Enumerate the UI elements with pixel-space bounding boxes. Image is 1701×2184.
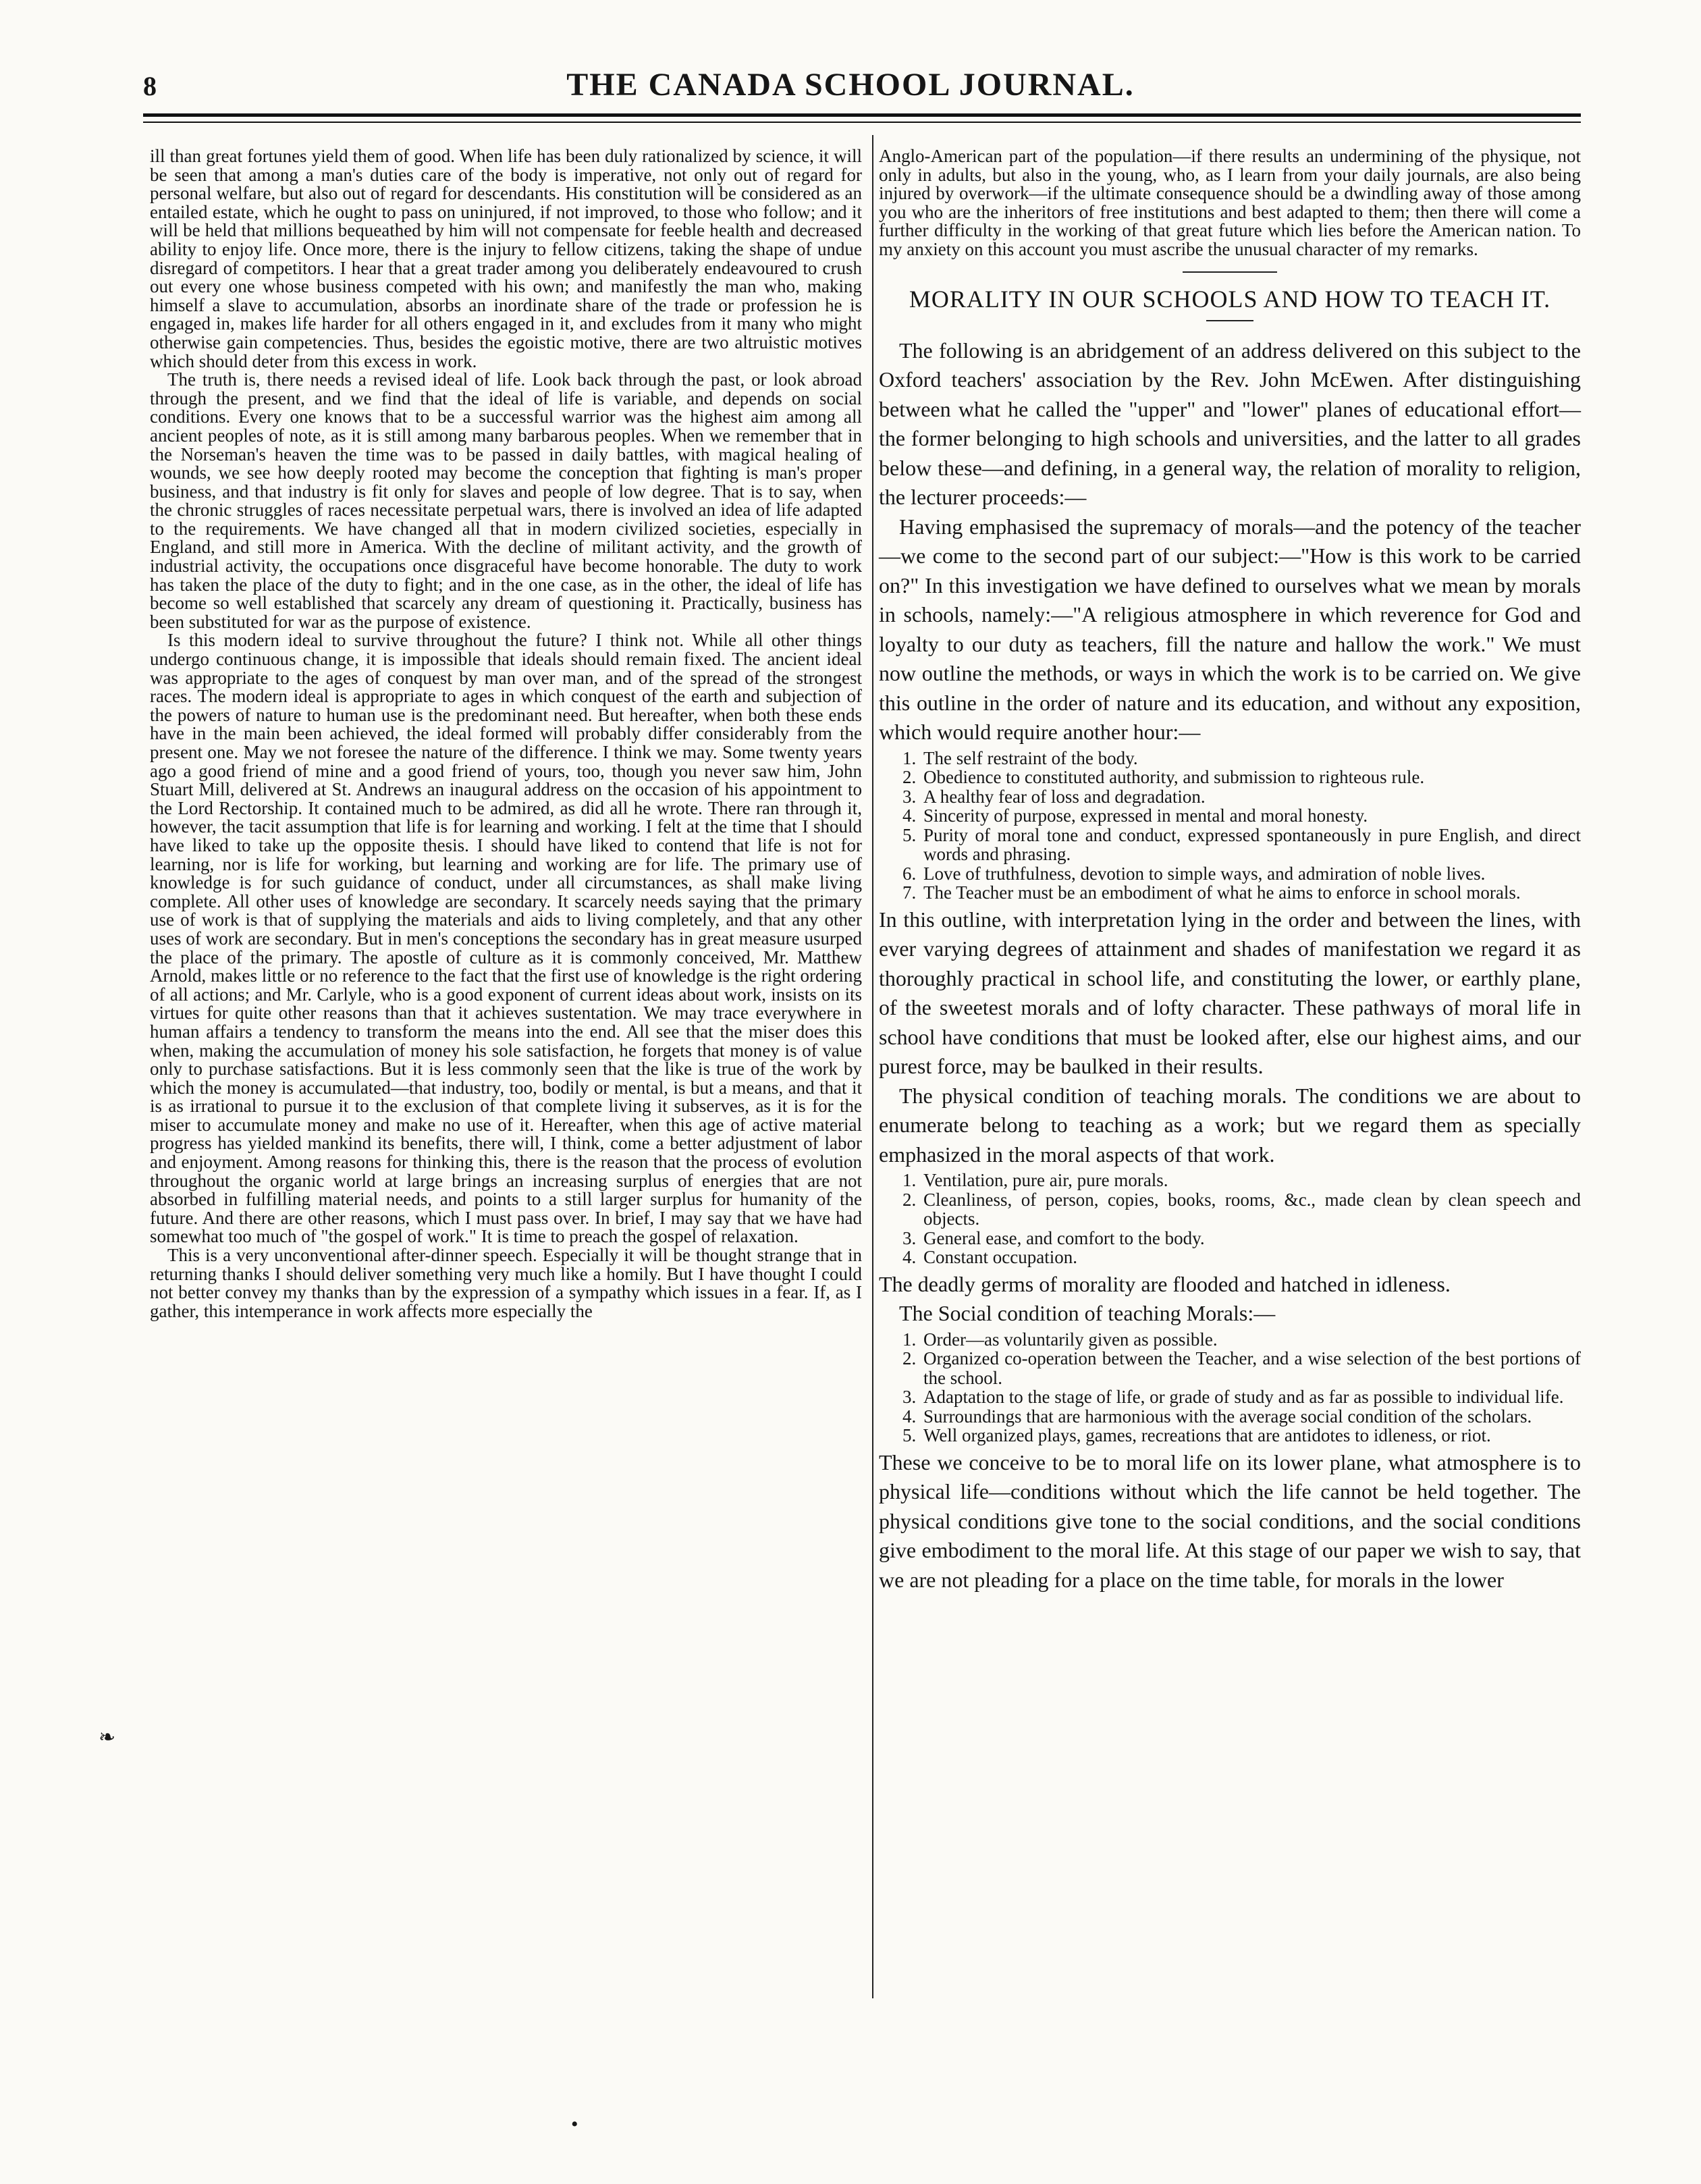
- right-column: [879, 147, 1581, 1595]
- list-item: 4. Constant occupation.: [921, 1248, 1581, 1267]
- list-item: 5. Purity of moral tone and conduct, expressed spontaneously in pure English, and direct words and phrasing.: [921, 826, 1581, 864]
- left-paragraph: This is a very unconventional after-dinner speech. Especially it will be thought strange that in returning thanks I should deliver something very much like a homily. But I have thought I could not better convey my thanks than by the expression of a sympathy which issues in a fear. If, as I gather, this intemperance in work affects more especially the: [150, 1245, 862, 1321]
- page-number: 8: [143, 71, 157, 101]
- list-item: 1. Order—as voluntarily given as possible.: [921, 1330, 1581, 1350]
- list-item: 6. Love of truthfulness, devotion to simple ways, and admiration of noble lives.: [921, 864, 1581, 884]
- left-column: [150, 147, 862, 1321]
- section-divider: [1183, 271, 1277, 273]
- outline-paragraph: In this outline, with interpretation lying in the order and between the lines, with ever varying degrees of attainment and shades of manifestation we regard it as thoroughly practical in school life, and constituting the lower, or earthly plane, of the sweetest morals and of lofty character. These pathways of moral life in school have conditions that must be looked after, else our highest aims, and our purest force, may be baulked in their results.: [879, 907, 1581, 1079]
- journal-title: THE CANADA SCHOOL JOURNAL.: [566, 67, 1135, 103]
- list-item: 3. Adaptation to the stage of life, or grade of study and as far as possible to individual life.: [921, 1387, 1581, 1407]
- stray-ink-mark: ❧: [99, 1726, 116, 1749]
- section-heading: MORALITY IN OUR SCHOOLS AND HOW TO TEACH IT.: [909, 285, 1551, 313]
- closing-paragraph: These we conceive to be to moral life on its lower plane, what atmosphere is to physical life—conditions without which the life cannot be held together. The physical conditions give tone to the social conditions, and the social conditions give embodiment to the moral life. At this stage of our paper we wish to say, that we are not pleading for a place on the time table, for morals in the lower: [879, 1449, 1581, 1592]
- methods-paragraph: Having emphasised the supremacy of morals—and the potency of the teacher—we come to the second part of our subject:—"How is this work to be carried on?" In this investigation we have defined to ourselves what we mean by morals in schools, namely:—"A religious atmosphere in which reverence for God and loyalty to our duty as teachers, fill the nature and hallow the work." We must now outline the methods, or ways in which the work is to be carried on. We give this outline in the order of nature and its education, and without any exposition, which would require another hour:—: [879, 514, 1581, 745]
- list-item: 1. The self restraint of the body.: [921, 749, 1581, 768]
- list-item: 5. Well organized plays, games, recreations that are antidotes to idleness, or riot.: [921, 1426, 1581, 1445]
- continuation-paragraph: Anglo-American part of the population—if there results an undermining of the physique, not only in adults, but also in the young, who, as I learn from your daily journals, are also being injured by overwork—if the ultimate consequence should be a dwindling away of those among you who are the inheritors of free institutions and best adapted to them; then there will come a further difficulty in the working of that great future which lies before the American nation. To my anxiety on this account you must ascribe the unusual character of my remarks.: [879, 146, 1581, 259]
- list-item: 1. Ventilation, pure air, pure morals.: [921, 1171, 1581, 1190]
- header-rule-thick: [143, 113, 1581, 117]
- methods-list: [879, 749, 1581, 903]
- list-item: 2. Obedience to constituted authority, and submission to righteous rule.: [921, 768, 1581, 787]
- left-paragraph: Is this modern ideal to survive throughout the future? I think not. While all other things undergo continuous change, it is impossible that ideals should remain fixed. The ancient ideal was appropriate to the ages of conquest by man over man, and of the spread of the strongest races. The modern ideal is appropriate to ages in which conquest of the earth and subjection of the powers of nature to human use is the predominant need. But hereafter, when both these ends have in the main been achieved, the ideal formed will probably differ considerably from the present one. May we not foresee the nature of the difference. I think we may. Some twenty years ago a good friend of mine and a good friend of yours, too, though you never saw him, John Stuart Mill, delivered at St. Andrews an inaugural address on the occasion of his appointment to the Lord Rectorship. It contained much to be admired, as did all he wrote. There ran through it, however, the tacit assumption that life is for learning and working. I felt at the time that I should have liked to take up the opposite thesis. I should have liked to contend that life is not for learning, nor is life for working, but learning and working are for life. The primary use of knowledge is for such guidance of conduct, under all circumstances, as shall make living complete. All other uses of knowledge are secondary. It scarcely needs saying that the primary use of work is that of supplying the materials and aids to living completely, and that any other uses of work are secondary. But in men's conceptions the secondary has in great measure usurped the place of the primary. The apostle of culture as it is commonly conceived, Mr. Matthew Arnold, makes little or no reference to the fact that the first use of knowledge is the right ordering of all actions; and Mr. Carlyle, who is a good exponent of current ideas about work, insists on its virtues for quite other reasons than that it achieves sustentation. We may trace everywhere in human affairs a tendency to transform the means into the end. All see that the miser does this when, making the accumulation of money his sole satisfaction, he forgets that money is of value only to purchase satisfactions. But it is less commonly seen that the like is true of the work by which the money is accumulated—that industry, too, bodily or mental, is but a means, and that it is as irrational to pursue it to the exclusion of that complete living it subserves, as it is for the miser to accumulate money and make no use of it. Hereafter, when this age of active material progress has yielded mankind its benefits, there will, I think, come a better adjustment of labor and enjoyment. Among reasons for thinking this, there is the reason that the process of evolution throughout the organic world at large brings an increasing surplus of energies that are not absorbed in fulfilling material needs, and points to a still larger surplus for humanity of the future. And there are other reasons, which I must pass over. In brief, I may say that we have had somewhat too much of "the gospel of work." It is time to preach the gospel of relaxation.: [150, 630, 862, 1247]
- list-item: 3. General ease, and comfort to the body.: [921, 1229, 1581, 1248]
- list-item: 7. The Teacher must be an embodiment of what he aims to enforce in school morals.: [921, 883, 1581, 903]
- social-paragraph: The Social condition of teaching Morals:—: [899, 1301, 1276, 1326]
- section-divider: [1206, 320, 1253, 321]
- social-list: [879, 1330, 1581, 1445]
- physical-list: [879, 1171, 1581, 1267]
- left-paragraph: The truth is, there needs a revised ideal of life. Look back through the past, or look abroad through the present, and we find that the ideal of life is variable, and depends on social conditions. Every one knows that to be a successful warrior was the highest aim among all ancient peoples of note, as it is still among many barbarous peoples. When we remember that in the Norseman's heaven the time was to be passed in daily battles, with magical healing of wounds, we see how deeply rooted may become the conception that fighting is man's proper business, and that industry is fit only for slaves and people of low degree. That is to say, when the chronic struggles of races necessitate perpetual wars, there is involved an idea of life adapted to the requirements. We have changed all that in modern civilized societies, especially in England, and still more in America. With the decline of militant activity, and the growth of industrial activity, the occupations once disgraceful have become honorable. The duty to work has taken the place of the duty to fight; and in the one case, as in the other, the ideal of life has become so well established that scarcely any dream of questioning it. Practically, business has been substituted for war as the purpose of existence.: [150, 369, 862, 632]
- physical-paragraph: The physical condition of teaching morals. The conditions we are about to enumerate belong to teaching as a work; but we regard them as specially emphasized in the moral aspects of that work.: [879, 1083, 1581, 1167]
- intro-paragraph: The following is an abridgement of an address delivered on this subject to the Oxford teachers' association by the Rev. John McEwen. After distinguishing between what he called the "upper" and "lower" planes of educational effort—the former belonging to high schools and universities, and the latter to all grades below these—and defining, in a general way, the relation of morality to religion, the lecturer proceeds:—: [879, 338, 1581, 510]
- list-item: 4. Surroundings that are harmonious with the average social condition of the scholars.: [921, 1407, 1581, 1427]
- list-item: 4. Sincerity of purpose, expressed in mental and moral honesty.: [921, 806, 1581, 826]
- header-rule-thin: [143, 122, 1581, 123]
- list-item: 3. A healthy fear of loss and degradation.: [921, 787, 1581, 807]
- list-item: 2. Cleanliness, of person, copies, books, rooms, &c., made clean by clean speech and objects.: [921, 1190, 1581, 1229]
- left-paragraph: ill than great fortunes yield them of good. When life has been duly rationalized by science, it will be seen that among a man's duties care of the body is imperative, not only out of regard for personal welfare, but also out of regard for descendants. His constitution will be considered as an entailed estate, which he ought to pass on uninjured, if not improved, to those who follow; and it will be held that millions bequeathed by him will not compensate for feeble health and decreased ability to enjoy life. Once more, there is the injury to fellow citizens, taking the shape of undue disregard of competitors. I hear that a great trader among you deliberately endeavoured to crush out every one whose business competed with his own; and manifestly the man who, making himself a slave to accumulation, absorbs an inordinate share of the trade or profession he is engaged in, makes life harder for all others engaged in it, and excludes from it many who might otherwise gain competencies. Thus, besides the egoistic motive, there are two altruistic motives which should deter from this excess in work.: [150, 146, 862, 371]
- germs-paragraph: The deadly germs of morality are flooded and hatched in idleness.: [879, 1271, 1451, 1296]
- stray-ink-dot: •: [571, 2113, 578, 2135]
- column-divider: [872, 135, 873, 1998]
- list-item: 2. Organized co-operation between the Teacher, and a wise selection of the best portions of the school.: [921, 1349, 1581, 1387]
